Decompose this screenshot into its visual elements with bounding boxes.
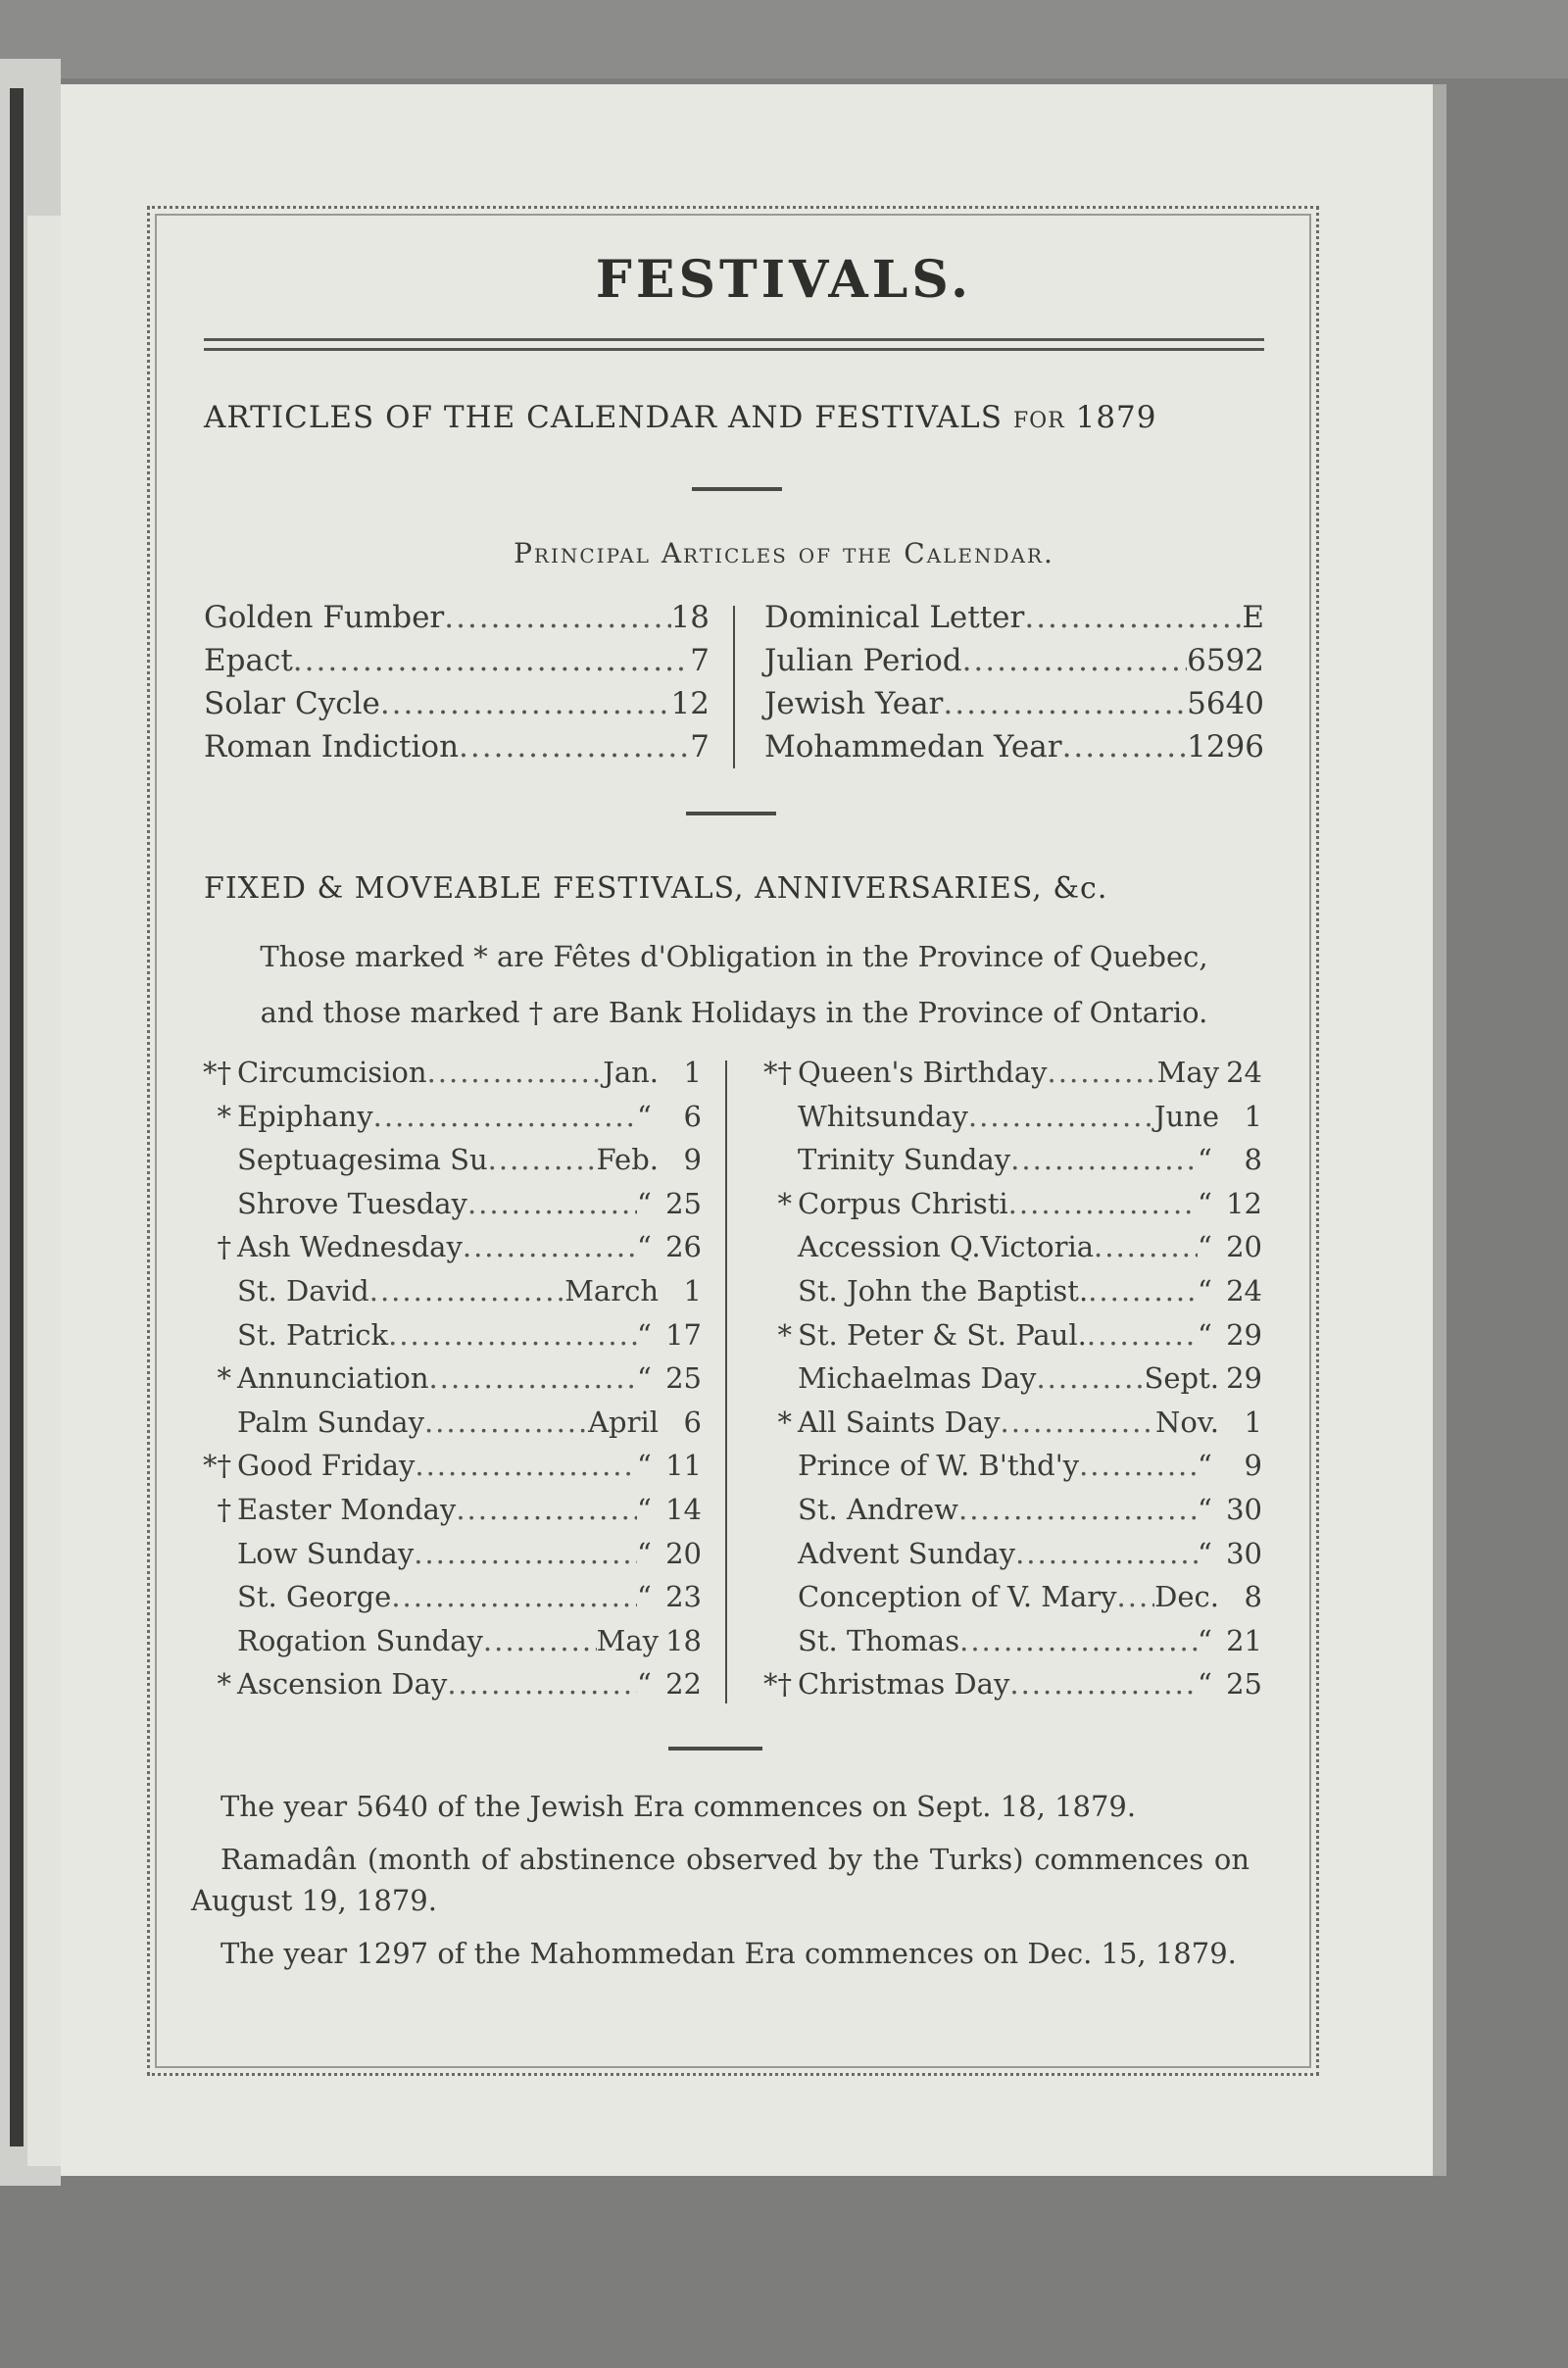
festival-row [194, 1225, 702, 1269]
festival-mark: * [217, 1361, 231, 1396]
festival-day: 25 [665, 1186, 702, 1220]
festival-day: 9 [683, 1143, 702, 1177]
festival-month: “ [1198, 1623, 1212, 1657]
festival-month: “ [637, 1186, 652, 1220]
festival-name: Shrove Tuesday [237, 1186, 467, 1220]
festival-name: Ascension Day [237, 1667, 448, 1702]
festival-month: “ [637, 1580, 652, 1614]
festival-name: St. Peter & St. Paul. [798, 1317, 1087, 1352]
festival-day: 21 [1226, 1623, 1262, 1657]
mahommedan-era-note: The year 1297 of the Mahommedan Era commences on Dec. 15, 1879. [220, 1937, 1237, 1970]
festival-row [755, 1444, 1262, 1488]
festivals-right-column [755, 1051, 1262, 1706]
articles-heading-for: FOR [1012, 409, 1065, 433]
leader-dots [467, 1182, 637, 1226]
festival-month: “ [1198, 1667, 1212, 1702]
festival-month: Jan. [603, 1056, 659, 1089]
festival-name: Good Friday [237, 1449, 416, 1483]
festivals-heading: FIXED & MOVEABLE FESTIVALS, ANNIVERSARIES, &c. [204, 871, 1108, 906]
festival-month: Feb. [596, 1143, 659, 1177]
article-name: Epact [204, 643, 293, 678]
festival-month: “ [637, 1099, 652, 1133]
festival-day: 14 [665, 1492, 702, 1526]
leader-dots [1079, 1444, 1198, 1488]
festival-month: “ [1198, 1536, 1212, 1570]
scan-background [0, 0, 1568, 78]
festival-name: Rogation Sunday [237, 1623, 483, 1657]
festival-name: Ash Wednesday [237, 1230, 463, 1264]
festival-day: 24 [1226, 1056, 1262, 1089]
festival-day: 29 [1226, 1361, 1262, 1396]
festival-month: “ [637, 1536, 652, 1570]
festival-mark: *† [203, 1056, 231, 1089]
festival-row [194, 1488, 702, 1532]
leader-dots [369, 1269, 565, 1313]
leader-dots [293, 639, 690, 682]
leader-dots [1015, 1532, 1198, 1576]
festival-name: All Saints Day [798, 1405, 1001, 1439]
leader-dots [1001, 1401, 1156, 1445]
leader-dots [391, 1575, 637, 1619]
festival-mark: *† [763, 1667, 792, 1702]
leader-dots [459, 725, 690, 768]
jewish-era-note: The year 5640 of the Jewish Era commences on Sept. 18, 1879. [220, 1790, 1137, 1823]
leader-dots [959, 1619, 1198, 1663]
festival-day: 8 [1244, 1143, 1262, 1177]
articles-right-column [764, 596, 1264, 768]
festival-row [755, 1313, 1262, 1357]
festival-mark: * [217, 1099, 231, 1133]
article-value: E [1242, 600, 1264, 635]
festivals-left-column [194, 1051, 702, 1706]
leader-dots [447, 1662, 637, 1706]
festival-row [194, 1619, 702, 1663]
festival-day: 8 [1244, 1580, 1262, 1614]
festival-day: 29 [1226, 1317, 1262, 1352]
festival-mark: *† [203, 1449, 231, 1483]
festival-month: Nov. [1155, 1405, 1219, 1439]
festival-name: Christmas Day [798, 1667, 1010, 1702]
festival-row [194, 1357, 702, 1401]
leader-dots [1024, 596, 1242, 639]
ramadan-note: Ramadân (month of abstinence observed by the Turks) commences on August 19, 1879. [191, 1843, 1250, 1917]
leader-dots [424, 1401, 588, 1445]
article-name: Solar Cycle [204, 686, 380, 721]
festival-month: “ [1198, 1317, 1212, 1352]
festival-month: “ [1198, 1273, 1212, 1307]
festival-row [194, 1182, 702, 1226]
festival-day: 24 [1226, 1273, 1262, 1307]
festival-month: June [1153, 1099, 1219, 1133]
leader-dots [1010, 1138, 1198, 1182]
festival-row [194, 1444, 702, 1488]
leader-dots [1036, 1357, 1144, 1401]
festival-day: 30 [1226, 1492, 1262, 1526]
festival-day: 17 [665, 1317, 702, 1352]
festival-name: Annunciation [237, 1361, 429, 1396]
festival-name: Palm Sunday [237, 1405, 424, 1439]
festival-mark: * [777, 1405, 792, 1439]
festival-row [194, 1401, 702, 1445]
festival-name: Whitsunday [798, 1099, 968, 1133]
festival-month: “ [637, 1317, 652, 1352]
festival-day: 1 [1244, 1099, 1262, 1133]
festival-name: St. Thomas [798, 1623, 960, 1657]
festival-mark: * [217, 1667, 231, 1702]
festival-month: “ [637, 1361, 652, 1396]
festival-month: April [588, 1405, 659, 1439]
festival-name: St. John the Baptist. [798, 1273, 1089, 1307]
leader-dots [1048, 1051, 1157, 1095]
festival-row [755, 1182, 1262, 1226]
festival-mark: † [217, 1230, 231, 1264]
leader-dots [463, 1225, 637, 1269]
festival-month: “ [637, 1492, 652, 1526]
leader-dots [488, 1138, 597, 1182]
festival-name: St. Andrew [798, 1492, 958, 1526]
festival-row [755, 1662, 1262, 1706]
festival-day: 25 [1226, 1667, 1262, 1702]
article-value: 7 [690, 643, 710, 678]
festival-name: Epiphany [237, 1099, 373, 1133]
leader-dots [958, 1488, 1198, 1532]
festival-row [755, 1225, 1262, 1269]
articles-divider [733, 606, 735, 768]
festival-day: 6 [683, 1405, 702, 1439]
festival-name: St. George [237, 1580, 392, 1614]
article-value: 6592 [1187, 643, 1264, 678]
festival-row [755, 1269, 1262, 1313]
festival-row [194, 1532, 702, 1576]
leader-dots [1094, 1225, 1198, 1269]
leader-dots [429, 1357, 637, 1401]
article-row [764, 682, 1264, 725]
festival-row [755, 1357, 1262, 1401]
festival-row [755, 1488, 1262, 1532]
festival-row [194, 1138, 702, 1182]
festival-row [755, 1619, 1262, 1663]
festival-month: “ [1198, 1143, 1212, 1177]
festival-day: 18 [665, 1623, 702, 1657]
festival-day: 22 [665, 1667, 702, 1702]
leader-dots [962, 639, 1188, 682]
festival-month: “ [637, 1667, 652, 1702]
festival-row [194, 1095, 702, 1139]
festival-month: Dec. [1154, 1580, 1219, 1614]
leader-dots [415, 1444, 637, 1488]
book-spine-shadow [10, 88, 24, 2146]
leader-dots [483, 1619, 597, 1663]
subheading-text: Principal Articles of the Calendar. [514, 537, 1054, 569]
festival-day: 23 [665, 1580, 702, 1614]
leader-dots [414, 1532, 637, 1576]
leader-dots [456, 1488, 637, 1532]
festival-month: March [564, 1273, 659, 1307]
festival-name: Prince of W. B'thd'y [798, 1449, 1080, 1483]
festival-mark: * [777, 1186, 792, 1220]
festival-month: May [596, 1623, 659, 1657]
festival-day: 1 [683, 1273, 702, 1307]
title-rule-bottom [204, 348, 1264, 351]
articles-heading-text: ARTICLES OF THE CALENDAR AND FESTIVALS [204, 400, 1003, 435]
article-name: Dominical Letter [764, 600, 1025, 635]
leader-dots [1088, 1269, 1198, 1313]
section-rule-2 [686, 812, 776, 815]
article-row [764, 725, 1264, 768]
era-notes [191, 1786, 1250, 1986]
festival-day: 1 [683, 1056, 702, 1089]
festival-row [194, 1575, 702, 1619]
festival-day: 12 [1226, 1186, 1262, 1220]
festival-month: Sept. [1144, 1361, 1219, 1396]
festival-month: “ [1198, 1492, 1212, 1526]
festival-day: 25 [665, 1361, 702, 1396]
festival-name: Advent Sunday [798, 1536, 1016, 1570]
leader-dots [943, 682, 1187, 725]
section-rule-3 [668, 1747, 762, 1751]
article-name: Julian Period [764, 643, 962, 678]
festival-row [755, 1532, 1262, 1576]
leader-dots [373, 1095, 637, 1139]
festival-name: Queen's Birthday [798, 1056, 1048, 1089]
festival-day: 1 [1244, 1405, 1262, 1439]
article-value: 7 [690, 729, 710, 765]
festival-day: 30 [1226, 1536, 1262, 1570]
leader-dots [444, 596, 670, 639]
article-name: Roman Indiction [204, 729, 460, 765]
festival-row [755, 1575, 1262, 1619]
festival-name: Trinity Sunday [798, 1143, 1011, 1177]
article-name: Jewish Year [764, 686, 944, 721]
festival-name: Septuagesima Su [237, 1143, 488, 1177]
festival-name: Conception of V. Mary [798, 1580, 1117, 1614]
section-rule-1 [692, 487, 782, 491]
article-row [204, 639, 710, 682]
article-value: 5640 [1187, 686, 1264, 721]
festival-row [755, 1095, 1262, 1139]
festival-row [755, 1051, 1262, 1095]
festival-row [755, 1401, 1262, 1445]
festival-day: 6 [683, 1099, 702, 1133]
article-row [204, 682, 710, 725]
festival-row [194, 1269, 702, 1313]
festival-mark: † [217, 1492, 231, 1526]
festival-month: “ [1198, 1449, 1212, 1483]
leader-dots [1008, 1182, 1198, 1226]
festival-day: 20 [1226, 1230, 1262, 1264]
festival-row [194, 1051, 702, 1095]
festival-name: St. David [237, 1273, 369, 1307]
title-rule-top [204, 338, 1264, 341]
festival-month: “ [637, 1449, 652, 1483]
adjacent-page-margin [27, 216, 61, 2166]
festival-mark: * [777, 1317, 792, 1352]
article-row [764, 639, 1264, 682]
articles-heading-year: 1879 [1075, 400, 1157, 435]
festival-day: 11 [665, 1449, 702, 1483]
leader-dots [968, 1095, 1154, 1139]
festival-month: “ [637, 1230, 652, 1264]
festival-name: Circumcision [237, 1056, 427, 1089]
festival-row [194, 1313, 702, 1357]
festival-name: Accession Q.Victoria [798, 1230, 1095, 1264]
article-value: 1296 [1187, 729, 1264, 765]
legend-quebec: Those marked * are Fêtes d'Obligation in the Province of Quebec, [260, 940, 1208, 973]
article-name: Golden Fumber [204, 600, 445, 635]
festival-name: Michaelmas Day [798, 1361, 1037, 1396]
leader-dots [388, 1313, 637, 1357]
festival-row [194, 1662, 702, 1706]
leader-dots [1087, 1313, 1198, 1357]
festival-mark: *† [763, 1056, 792, 1089]
festival-name: Easter Monday [237, 1492, 457, 1526]
leader-dots [1117, 1575, 1155, 1619]
festival-month: “ [1198, 1186, 1212, 1220]
festivals-divider [725, 1061, 727, 1703]
page-edge [1433, 84, 1446, 2176]
festival-month: “ [1198, 1230, 1212, 1264]
article-row [204, 725, 710, 768]
articles-left-column [204, 596, 710, 768]
legend-ontario: and those marked † are Bank Holidays in the Province of Ontario. [260, 996, 1208, 1029]
festival-row [755, 1138, 1262, 1182]
articles-heading [204, 400, 1264, 435]
festival-name: Corpus Christi [798, 1186, 1008, 1220]
leader-dots [427, 1051, 604, 1095]
page-title: FESTIVALS. [595, 250, 973, 310]
article-value: 12 [670, 686, 710, 721]
festival-day: 9 [1244, 1449, 1262, 1483]
leader-dots [1062, 725, 1188, 768]
article-value: 18 [670, 600, 710, 635]
calendar-subheading [0, 537, 1568, 569]
festival-day: 26 [665, 1230, 702, 1264]
festival-month: May [1156, 1056, 1219, 1089]
leader-dots [1009, 1662, 1198, 1706]
festival-day: 20 [665, 1536, 702, 1570]
leader-dots [380, 682, 671, 725]
festival-name: St. Patrick [237, 1317, 389, 1352]
article-name: Mohammedan Year [764, 729, 1062, 765]
festival-name: Low Sunday [237, 1536, 415, 1570]
article-row [204, 596, 710, 639]
article-row [764, 596, 1264, 639]
